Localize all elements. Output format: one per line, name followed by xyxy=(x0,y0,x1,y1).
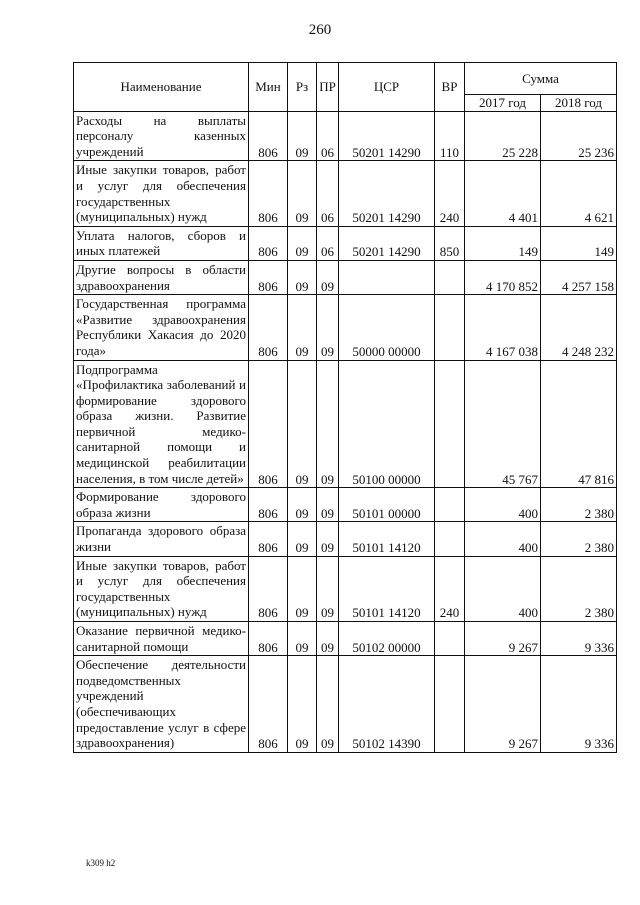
cell-min: 806 xyxy=(249,295,288,360)
cell-rz: 09 xyxy=(288,622,317,656)
cell-2017: 9 267 xyxy=(465,656,541,753)
cell-csr: 50201 14290 xyxy=(339,161,435,226)
cell-min: 806 xyxy=(249,556,288,621)
cell-2017: 4 401 xyxy=(465,161,541,226)
cell-rz: 09 xyxy=(288,522,317,556)
table-row xyxy=(74,226,617,260)
cell-csr: 50101 00000 xyxy=(339,488,435,522)
cell-2018: 2 380 xyxy=(541,522,617,556)
cell-2018: 2 380 xyxy=(541,488,617,522)
cell-2017: 45 767 xyxy=(465,360,541,488)
header-name: Наименование xyxy=(74,63,249,112)
cell-vr xyxy=(435,656,465,753)
table-row xyxy=(74,360,617,488)
cell-vr: 110 xyxy=(435,111,465,161)
cell-pr: 09 xyxy=(317,260,339,294)
cell-csr: 50000 00000 xyxy=(339,295,435,360)
cell-2018: 47 816 xyxy=(541,360,617,488)
cell-name: Уплата налогов, сборов и иных платежей xyxy=(74,226,249,260)
cell-name: Пропаганда здорового образа жизни xyxy=(74,522,249,556)
budget-table xyxy=(73,62,617,753)
cell-vr xyxy=(435,522,465,556)
cell-csr: 50201 14290 xyxy=(339,111,435,161)
header-rz: Рз xyxy=(288,63,317,112)
cell-min: 806 xyxy=(249,622,288,656)
cell-pr: 09 xyxy=(317,522,339,556)
cell-min: 806 xyxy=(249,522,288,556)
cell-2018: 4 257 158 xyxy=(541,260,617,294)
cell-csr xyxy=(339,260,435,294)
cell-2018: 4 621 xyxy=(541,161,617,226)
table-header-row xyxy=(74,63,617,95)
cell-2017: 25 228 xyxy=(465,111,541,161)
cell-rz: 09 xyxy=(288,161,317,226)
cell-name: Обеспечение деятельности подведомственных учреждений (обеспечивающих предоставление услуг в сфере здравоохранения) xyxy=(74,656,249,753)
cell-2017: 400 xyxy=(465,522,541,556)
table-row xyxy=(74,295,617,360)
cell-2017: 4 167 038 xyxy=(465,295,541,360)
cell-2017: 400 xyxy=(465,488,541,522)
cell-csr: 50101 14120 xyxy=(339,556,435,621)
cell-min: 806 xyxy=(249,111,288,161)
cell-pr: 09 xyxy=(317,656,339,753)
cell-2017: 4 170 852 xyxy=(465,260,541,294)
footer-code: k309 h2 xyxy=(86,858,116,868)
cell-pr: 09 xyxy=(317,622,339,656)
cell-pr: 09 xyxy=(317,295,339,360)
cell-vr xyxy=(435,622,465,656)
cell-2018: 149 xyxy=(541,226,617,260)
table-row xyxy=(74,556,617,621)
table-row xyxy=(74,111,617,161)
header-year-2017: 2017 год xyxy=(465,95,541,112)
table-row xyxy=(74,488,617,522)
table-row xyxy=(74,260,617,294)
header-csr: ЦСР xyxy=(339,63,435,112)
cell-vr xyxy=(435,260,465,294)
cell-min: 806 xyxy=(249,656,288,753)
cell-vr xyxy=(435,295,465,360)
table-body xyxy=(74,111,617,752)
cell-vr: 240 xyxy=(435,161,465,226)
cell-2018: 25 236 xyxy=(541,111,617,161)
cell-name: Подпрограмма «Профилактика заболеваний и формирование здорового образа жизни. Развитие первичной медико-санитарной помощи и медицинской реабилитации населения, в том числе детей» xyxy=(74,360,249,488)
cell-min: 806 xyxy=(249,161,288,226)
table-row xyxy=(74,622,617,656)
cell-2017: 149 xyxy=(465,226,541,260)
cell-rz: 09 xyxy=(288,226,317,260)
cell-min: 806 xyxy=(249,360,288,488)
cell-csr: 50100 00000 xyxy=(339,360,435,488)
cell-vr xyxy=(435,488,465,522)
cell-vr xyxy=(435,360,465,488)
cell-2018: 9 336 xyxy=(541,656,617,753)
cell-pr: 09 xyxy=(317,556,339,621)
page-number: 260 xyxy=(308,22,332,38)
cell-name: Иные закупки товаров, работ и услуг для обеспечения государственных (муниципальных) нужд xyxy=(74,161,249,226)
cell-2017: 400 xyxy=(465,556,541,621)
cell-csr: 50201 14290 xyxy=(339,226,435,260)
cell-csr: 50101 14120 xyxy=(339,522,435,556)
cell-csr: 50102 00000 xyxy=(339,622,435,656)
cell-rz: 09 xyxy=(288,360,317,488)
cell-min: 806 xyxy=(249,226,288,260)
header-min: Мин xyxy=(249,63,288,112)
cell-2018: 4 248 232 xyxy=(541,295,617,360)
cell-rz: 09 xyxy=(288,295,317,360)
header-vr: ВР xyxy=(435,63,465,112)
cell-rz: 09 xyxy=(288,260,317,294)
cell-rz: 09 xyxy=(288,488,317,522)
table-row xyxy=(74,522,617,556)
cell-2018: 2 380 xyxy=(541,556,617,621)
cell-2018: 9 336 xyxy=(541,622,617,656)
cell-vr: 850 xyxy=(435,226,465,260)
table-row xyxy=(74,656,617,753)
cell-name: Оказание первичной медико-санитарной помощи xyxy=(74,622,249,656)
cell-csr: 50102 14390 xyxy=(339,656,435,753)
cell-rz: 09 xyxy=(288,111,317,161)
header-year-2018: 2018 год xyxy=(541,95,617,112)
cell-vr: 240 xyxy=(435,556,465,621)
cell-pr: 09 xyxy=(317,488,339,522)
cell-name: Государственная программа «Развитие здравоохранения Республики Хакасия до 2020 года» xyxy=(74,295,249,360)
cell-name: Расходы на выплаты персоналу казенных учреждений xyxy=(74,111,249,161)
cell-2017: 9 267 xyxy=(465,622,541,656)
header-sum: Сумма xyxy=(465,63,617,95)
cell-name: Формирование здорового образа жизни xyxy=(74,488,249,522)
cell-name: Иные закупки товаров, работ и услуг для обеспечения государственных (муниципальных) нужд xyxy=(74,556,249,621)
cell-rz: 09 xyxy=(288,656,317,753)
cell-min: 806 xyxy=(249,260,288,294)
cell-name: Другие вопросы в области здравоохранения xyxy=(74,260,249,294)
cell-min: 806 xyxy=(249,488,288,522)
cell-pr: 06 xyxy=(317,226,339,260)
table-row xyxy=(74,161,617,226)
cell-pr: 09 xyxy=(317,360,339,488)
cell-pr: 06 xyxy=(317,111,339,161)
cell-rz: 09 xyxy=(288,556,317,621)
cell-pr: 06 xyxy=(317,161,339,226)
header-pr: ПР xyxy=(317,63,339,112)
